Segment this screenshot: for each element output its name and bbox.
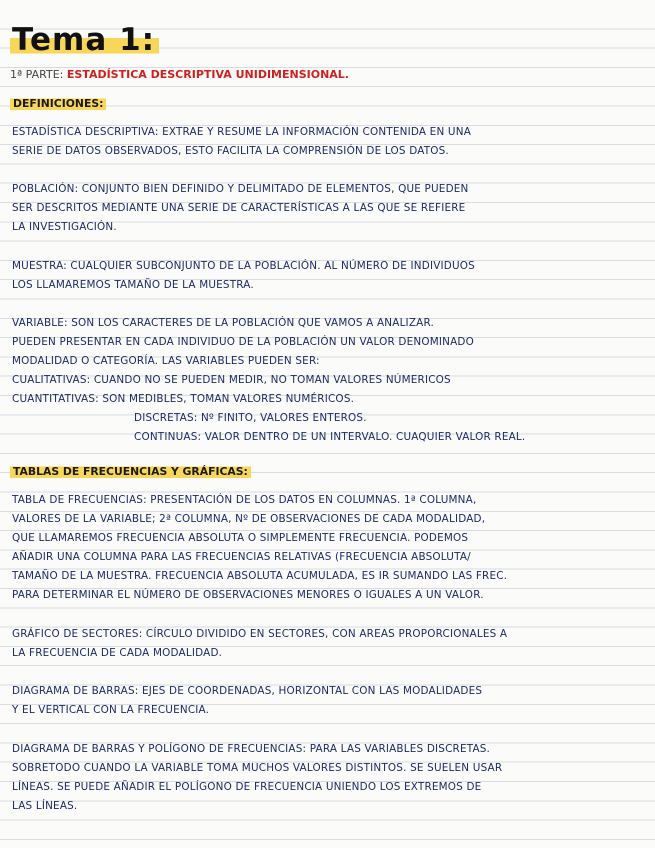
text-line: SER DESCRITOS MEDIANTE UNA SERIE DE CARACTERÍSTICAS A LAS QUE SE REFIERE: [12, 202, 466, 214]
text-line: CUANTITATIVAS: SON MEDIBLES, TOMAN VALORES NUMÉRICOS.: [12, 393, 355, 405]
part-topic: ESTADÍSTICA DESCRIPTIVA UNIDIMENSIONAL.: [66, 68, 349, 81]
text-line: TAMAÑO DE LA MUESTRA. FRECUENCIA ABSOLUTA ACUMULADA, ES IR SUMANDO LAS FREC.: [12, 570, 508, 582]
text-line: Y EL VERTICAL CON LA FRECUENCIA.: [12, 704, 210, 716]
text-line: QUE LLAMAREMOS FRECUENCIA ABSOLUTA O SIMPLEMENTE FRECUENCIA. PODEMOS: [12, 532, 469, 544]
section-heading-definiciones: DEFINICIONES:: [10, 97, 106, 110]
part-heading: [10, 68, 349, 81]
text-line: LOS LLAMAREMOS TAMAÑO DE LA MUESTRA.: [12, 279, 254, 291]
text-line: POBLACIÓN: CONJUNTO BIEN DEFINIDO Y DELIMITADO DE ELEMENTOS, QUE PUEDEN: [12, 183, 469, 195]
text-line: DIAGRAMA DE BARRAS Y POLÍGONO DE FRECUENCIAS: PARA LAS VARIABLES DISCRETAS.: [12, 743, 491, 755]
text-line: SERIE DE DATOS OBSERVADOS, ESTO FACILITA LA COMPRENSIÓN DE LOS DATOS.: [12, 145, 449, 157]
text-line: LAS LÍNEAS.: [12, 800, 78, 812]
text-line: GRÁFICO DE SECTORES: CÍRCULO DIVIDIDO EN SECTORES, CON AREAS PROPORCIONALES A: [12, 628, 508, 640]
text-line: MODALIDAD O CATEGORÍA. LAS VARIABLES PUEDEN SER:: [12, 355, 320, 367]
text-line: LA INVESTIGACIÓN.: [12, 221, 117, 233]
text-line: SOBRETODO CUANDO LA VARIABLE TOMA MUCHOS VALORES DISTINTOS. SE SUELEN USAR: [12, 762, 503, 774]
text-line: VALORES DE LA VARIABLE; 2ª COLUMNA, Nº DE OBSERVACIONES DE CADA MODALIDAD,: [12, 513, 486, 525]
section-heading-tablas: TABLAS DE FRECUENCIAS Y GRÁFICAS:: [10, 465, 251, 478]
text-line: DISCRETAS: Nº FINITO, VALORES ENTEROS.: [134, 412, 367, 424]
text-line: AÑADIR UNA COLUMNA PARA LAS FRECUENCIAS RELATIVAS (FRECUENCIA ABSOLUTA/: [12, 551, 471, 563]
text-line: LA FRECUENCIA DE CADA MODALIDAD.: [12, 647, 223, 659]
text-line: TABLA DE FRECUENCIAS: PRESENTACIÓN DE LOS DATOS EN COLUMNAS. 1ª COLUMNA,: [12, 494, 477, 506]
text-line: PUEDEN PRESENTAR EN CADA INDIVIDUO DE LA POBLACIÓN UN VALOR DENOMINADO: [12, 336, 474, 348]
text-line: ESTADÍSTICA DESCRIPTIVA: EXTRAE Y RESUME LA INFORMACIÓN CONTENIDA EN UNA: [12, 126, 472, 138]
text-line: LÍNEAS. SE PUEDE AÑADIR EL POLÍGONO DE FRECUENCIA UNIENDO LOS EXTREMOS DE: [12, 781, 482, 793]
text-line: CUALITATIVAS: CUANDO NO SE PUEDEN MEDIR, NO TOMAN VALORES NÚMERICOS: [12, 374, 451, 386]
text-line: MUESTRA: CUALQUIER SUBCONJUNTO DE LA POBLACIÓN. AL NÚMERO DE INDIVIDUOS: [12, 260, 475, 272]
text-line: PARA DETERMINAR EL NÚMERO DE OBSERVACIONES MENORES O IGUALES A UN VALOR.: [12, 589, 484, 601]
text-line: VARIABLE: SON LOS CARACTERES DE LA POBLACIÓN QUE VAMOS A ANALIZAR.: [12, 317, 434, 329]
part-number: 1ª PARTE:: [10, 68, 64, 81]
page-title: Tema 1:: [10, 22, 159, 58]
text-line: CONTINUAS: VALOR DENTRO DE UN INTERVALO. CUAQUIER VALOR REAL.: [134, 431, 526, 443]
text-line: DIAGRAMA DE BARRAS: EJES DE COORDENADAS, HORIZONTAL CON LAS MODALIDADES: [12, 685, 483, 697]
